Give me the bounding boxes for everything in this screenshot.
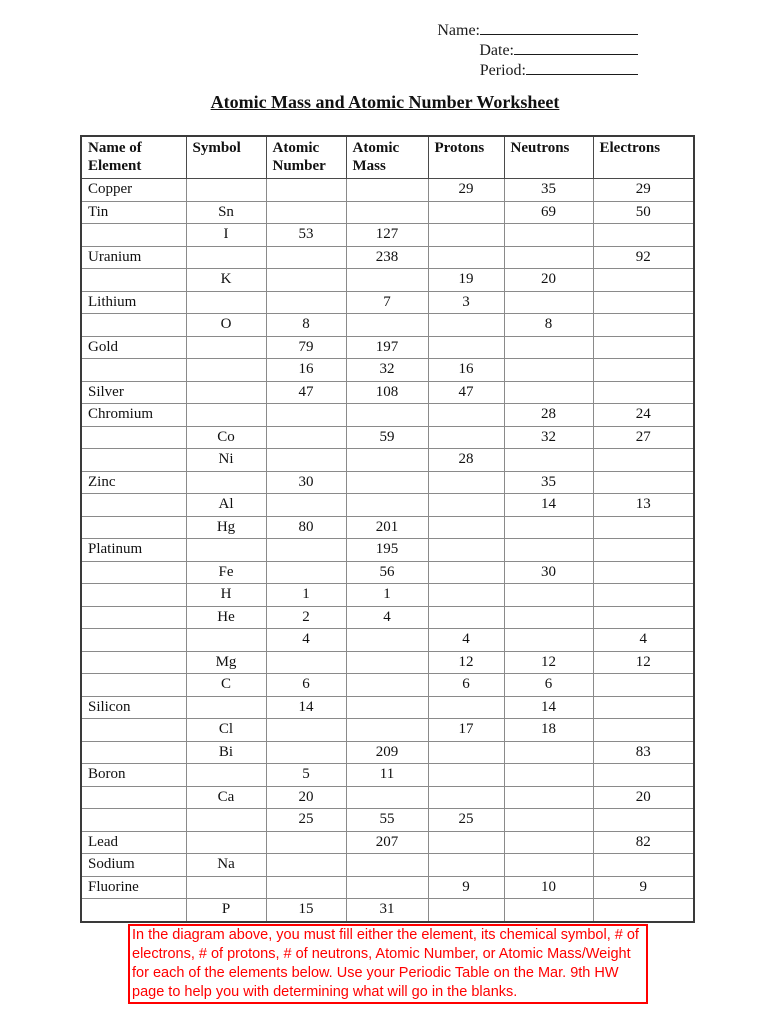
cell-value bbox=[346, 201, 428, 224]
cell-value bbox=[593, 561, 694, 584]
table-row bbox=[81, 629, 694, 652]
cell-value bbox=[186, 336, 266, 359]
table-row bbox=[81, 539, 694, 562]
cell-value bbox=[346, 314, 428, 337]
cell-value bbox=[428, 561, 504, 584]
cell-value bbox=[346, 674, 428, 697]
cell-value: 209 bbox=[346, 741, 428, 764]
period-label: Period: bbox=[479, 62, 526, 79]
cell-value bbox=[266, 741, 346, 764]
cell-value: 80 bbox=[266, 516, 346, 539]
cell-value: 35 bbox=[504, 471, 593, 494]
cell-value: Na bbox=[186, 854, 266, 877]
column-header: Neutrons bbox=[504, 136, 593, 179]
cell-value: K bbox=[186, 269, 266, 292]
cell-value: Al bbox=[186, 494, 266, 517]
table-row bbox=[81, 741, 694, 764]
cell-value bbox=[504, 831, 593, 854]
cell-value bbox=[504, 516, 593, 539]
cell-value bbox=[428, 246, 504, 269]
cell-value bbox=[593, 269, 694, 292]
cell-value bbox=[186, 629, 266, 652]
cell-value bbox=[266, 494, 346, 517]
cell-value bbox=[266, 246, 346, 269]
cell-value: Fe bbox=[186, 561, 266, 584]
cell-value bbox=[346, 651, 428, 674]
cell-value: 195 bbox=[346, 539, 428, 562]
cell-value: 59 bbox=[346, 426, 428, 449]
cell-value bbox=[504, 539, 593, 562]
cell-value: 12 bbox=[428, 651, 504, 674]
cell-element-name: Lithium bbox=[81, 291, 186, 314]
cell-value: 201 bbox=[346, 516, 428, 539]
cell-value: 5 bbox=[266, 764, 346, 787]
cell-element-name bbox=[81, 494, 186, 517]
cell-value bbox=[428, 201, 504, 224]
cell-value bbox=[504, 899, 593, 922]
period-line bbox=[437, 61, 638, 81]
name-label: Name: bbox=[437, 22, 480, 39]
cell-element-name: Lead bbox=[81, 831, 186, 854]
cell-value: 207 bbox=[346, 831, 428, 854]
cell-value: He bbox=[186, 606, 266, 629]
cell-element-name: Platinum bbox=[81, 539, 186, 562]
cell-value: 47 bbox=[428, 381, 504, 404]
cell-value: 32 bbox=[346, 359, 428, 382]
cell-element-name bbox=[81, 741, 186, 764]
cell-element-name bbox=[81, 426, 186, 449]
table-row bbox=[81, 269, 694, 292]
cell-value: 15 bbox=[266, 899, 346, 922]
cell-value: 2 bbox=[266, 606, 346, 629]
cell-value bbox=[504, 224, 593, 247]
cell-value: C bbox=[186, 674, 266, 697]
cell-value bbox=[186, 404, 266, 427]
cell-value bbox=[428, 494, 504, 517]
cell-value bbox=[504, 629, 593, 652]
header-fields bbox=[437, 21, 638, 81]
cell-value: 32 bbox=[504, 426, 593, 449]
cell-value bbox=[346, 494, 428, 517]
cell-value: Ni bbox=[186, 449, 266, 472]
cell-value bbox=[428, 696, 504, 719]
cell-value: 29 bbox=[428, 179, 504, 202]
cell-value: 28 bbox=[428, 449, 504, 472]
cell-value bbox=[593, 764, 694, 787]
cell-value: 25 bbox=[428, 809, 504, 832]
cell-value: 53 bbox=[266, 224, 346, 247]
column-header: Name of Element bbox=[81, 136, 186, 179]
table-row bbox=[81, 561, 694, 584]
cell-value bbox=[186, 696, 266, 719]
cell-value: 13 bbox=[593, 494, 694, 517]
cell-value bbox=[504, 449, 593, 472]
cell-value: 14 bbox=[504, 494, 593, 517]
cell-value bbox=[428, 539, 504, 562]
cell-value: 19 bbox=[428, 269, 504, 292]
table-row bbox=[81, 674, 694, 697]
cell-value bbox=[346, 449, 428, 472]
cell-element-name: Uranium bbox=[81, 246, 186, 269]
cell-value bbox=[186, 179, 266, 202]
table-row bbox=[81, 246, 694, 269]
period-blank bbox=[526, 61, 638, 75]
table-row bbox=[81, 719, 694, 742]
cell-value bbox=[593, 584, 694, 607]
cell-value: 4 bbox=[428, 629, 504, 652]
cell-value bbox=[593, 314, 694, 337]
cell-value: 16 bbox=[428, 359, 504, 382]
table-row bbox=[81, 224, 694, 247]
cell-value: 3 bbox=[428, 291, 504, 314]
date-label: Date: bbox=[479, 42, 514, 59]
cell-value: H bbox=[186, 584, 266, 607]
cell-value bbox=[504, 786, 593, 809]
table-row bbox=[81, 314, 694, 337]
cell-value bbox=[266, 291, 346, 314]
column-header: Symbol bbox=[186, 136, 266, 179]
cell-value bbox=[266, 719, 346, 742]
column-header: Protons bbox=[428, 136, 504, 179]
cell-element-name: Silicon bbox=[81, 696, 186, 719]
cell-value: 25 bbox=[266, 809, 346, 832]
cell-value: 30 bbox=[504, 561, 593, 584]
cell-value bbox=[266, 539, 346, 562]
cell-value bbox=[593, 899, 694, 922]
cell-element-name: Sodium bbox=[81, 854, 186, 877]
cell-value bbox=[593, 539, 694, 562]
cell-value bbox=[428, 741, 504, 764]
cell-value: 6 bbox=[428, 674, 504, 697]
cell-element-name: Chromium bbox=[81, 404, 186, 427]
cell-value bbox=[504, 764, 593, 787]
cell-value bbox=[346, 876, 428, 899]
column-header: Atomic Number bbox=[266, 136, 346, 179]
cell-value bbox=[266, 854, 346, 877]
cell-value: 127 bbox=[346, 224, 428, 247]
cell-value bbox=[593, 674, 694, 697]
cell-element-name bbox=[81, 629, 186, 652]
cell-value bbox=[504, 291, 593, 314]
cell-value bbox=[266, 831, 346, 854]
date-line bbox=[437, 41, 638, 61]
cell-value bbox=[504, 809, 593, 832]
cell-value: 20 bbox=[504, 269, 593, 292]
cell-value: 9 bbox=[428, 876, 504, 899]
cell-value bbox=[428, 854, 504, 877]
cell-value bbox=[266, 426, 346, 449]
cell-value: 8 bbox=[266, 314, 346, 337]
cell-value: 6 bbox=[266, 674, 346, 697]
table-row bbox=[81, 471, 694, 494]
name-blank bbox=[480, 21, 638, 35]
cell-value bbox=[504, 246, 593, 269]
cell-value: 56 bbox=[346, 561, 428, 584]
cell-value bbox=[428, 224, 504, 247]
cell-element-name bbox=[81, 606, 186, 629]
cell-value: 79 bbox=[266, 336, 346, 359]
cell-element-name: Zinc bbox=[81, 471, 186, 494]
cell-value bbox=[593, 719, 694, 742]
cell-value bbox=[266, 269, 346, 292]
table-row bbox=[81, 809, 694, 832]
table-row bbox=[81, 179, 694, 202]
cell-value: 20 bbox=[593, 786, 694, 809]
cell-value: 14 bbox=[504, 696, 593, 719]
cell-value: 18 bbox=[504, 719, 593, 742]
cell-value: 35 bbox=[504, 179, 593, 202]
table-row bbox=[81, 606, 694, 629]
cell-element-name bbox=[81, 269, 186, 292]
cell-value: 7 bbox=[346, 291, 428, 314]
cell-value bbox=[428, 471, 504, 494]
cell-value bbox=[593, 471, 694, 494]
cell-value: O bbox=[186, 314, 266, 337]
cell-value: 1 bbox=[346, 584, 428, 607]
cell-value bbox=[593, 381, 694, 404]
cell-element-name: Fluorine bbox=[81, 876, 186, 899]
cell-value bbox=[593, 606, 694, 629]
cell-element-name bbox=[81, 561, 186, 584]
cell-value bbox=[266, 449, 346, 472]
cell-value: 4 bbox=[266, 629, 346, 652]
cell-value bbox=[504, 741, 593, 764]
cell-value bbox=[346, 786, 428, 809]
cell-value bbox=[504, 854, 593, 877]
cell-value bbox=[428, 404, 504, 427]
table-row bbox=[81, 494, 694, 517]
cell-value: 55 bbox=[346, 809, 428, 832]
cell-value: 92 bbox=[593, 246, 694, 269]
cell-value: 6 bbox=[504, 674, 593, 697]
cell-value: Hg bbox=[186, 516, 266, 539]
cell-value: 4 bbox=[346, 606, 428, 629]
cell-value: Bi bbox=[186, 741, 266, 764]
cell-element-name: Silver bbox=[81, 381, 186, 404]
table-row bbox=[81, 786, 694, 809]
cell-value: 11 bbox=[346, 764, 428, 787]
cell-value: Co bbox=[186, 426, 266, 449]
cell-element-name bbox=[81, 449, 186, 472]
cell-value: 10 bbox=[504, 876, 593, 899]
cell-value bbox=[428, 831, 504, 854]
cell-value bbox=[186, 246, 266, 269]
cell-value bbox=[428, 764, 504, 787]
table-row bbox=[81, 381, 694, 404]
cell-value bbox=[593, 516, 694, 539]
table-row bbox=[81, 764, 694, 787]
cell-value bbox=[266, 876, 346, 899]
table-row bbox=[81, 584, 694, 607]
cell-element-name bbox=[81, 899, 186, 922]
cell-value bbox=[346, 719, 428, 742]
cell-value bbox=[428, 584, 504, 607]
cell-value bbox=[266, 561, 346, 584]
cell-value bbox=[346, 179, 428, 202]
cell-value bbox=[266, 201, 346, 224]
cell-element-name bbox=[81, 651, 186, 674]
cell-value: 17 bbox=[428, 719, 504, 742]
cell-value bbox=[186, 471, 266, 494]
cell-value: 47 bbox=[266, 381, 346, 404]
cell-value: 24 bbox=[593, 404, 694, 427]
cell-value: Mg bbox=[186, 651, 266, 674]
cell-element-name bbox=[81, 314, 186, 337]
elements-table bbox=[80, 135, 695, 923]
cell-value: I bbox=[186, 224, 266, 247]
cell-element-name bbox=[81, 719, 186, 742]
cell-value: 238 bbox=[346, 246, 428, 269]
cell-value: Cl bbox=[186, 719, 266, 742]
cell-value bbox=[186, 831, 266, 854]
table-row bbox=[81, 854, 694, 877]
table-row bbox=[81, 831, 694, 854]
cell-value: Ca bbox=[186, 786, 266, 809]
cell-element-name: Boron bbox=[81, 764, 186, 787]
cell-value bbox=[504, 359, 593, 382]
cell-value bbox=[428, 336, 504, 359]
table-row bbox=[81, 516, 694, 539]
cell-value bbox=[593, 854, 694, 877]
table-row bbox=[81, 876, 694, 899]
table-row bbox=[81, 336, 694, 359]
cell-element-name bbox=[81, 224, 186, 247]
table-header-row bbox=[81, 136, 694, 179]
table-row bbox=[81, 404, 694, 427]
cell-value bbox=[186, 809, 266, 832]
cell-value: 28 bbox=[504, 404, 593, 427]
cell-value: 20 bbox=[266, 786, 346, 809]
cell-value bbox=[186, 764, 266, 787]
cell-value bbox=[593, 224, 694, 247]
cell-value: 8 bbox=[504, 314, 593, 337]
cell-element-name bbox=[81, 516, 186, 539]
cell-value bbox=[593, 696, 694, 719]
cell-value bbox=[346, 269, 428, 292]
cell-value: 83 bbox=[593, 741, 694, 764]
cell-value bbox=[428, 786, 504, 809]
cell-value: 16 bbox=[266, 359, 346, 382]
cell-element-name bbox=[81, 674, 186, 697]
cell-value: 50 bbox=[593, 201, 694, 224]
cell-value bbox=[593, 809, 694, 832]
cell-value bbox=[186, 291, 266, 314]
table-row bbox=[81, 449, 694, 472]
table-row bbox=[81, 291, 694, 314]
cell-value bbox=[593, 336, 694, 359]
cell-value: 82 bbox=[593, 831, 694, 854]
cell-value: 9 bbox=[593, 876, 694, 899]
cell-value bbox=[428, 314, 504, 337]
cell-value: 1 bbox=[266, 584, 346, 607]
cell-value: 27 bbox=[593, 426, 694, 449]
cell-value: 69 bbox=[504, 201, 593, 224]
column-header: Atomic Mass bbox=[346, 136, 428, 179]
cell-value bbox=[186, 876, 266, 899]
cell-value bbox=[593, 449, 694, 472]
name-line bbox=[437, 21, 638, 41]
cell-element-name: Tin bbox=[81, 201, 186, 224]
table-row bbox=[81, 201, 694, 224]
cell-element-name bbox=[81, 584, 186, 607]
cell-value bbox=[266, 404, 346, 427]
cell-value bbox=[266, 179, 346, 202]
cell-value bbox=[346, 471, 428, 494]
cell-value: 197 bbox=[346, 336, 428, 359]
cell-value bbox=[186, 539, 266, 562]
instructions-note: In the diagram above, you must fill either the element, its chemical symbol, # of electrons, # of protons, # of neutrons, Atomic Number, or Atomic Mass/Weight for each of the elements below. Use your Periodic Table on the Mar. 9th HW page to help you with determining what will go in the blanks. bbox=[128, 924, 648, 1004]
cell-element-name bbox=[81, 359, 186, 382]
cell-element-name: Copper bbox=[81, 179, 186, 202]
table-row bbox=[81, 899, 694, 922]
cell-value bbox=[428, 899, 504, 922]
cell-value: 31 bbox=[346, 899, 428, 922]
cell-value: 12 bbox=[504, 651, 593, 674]
cell-value bbox=[186, 359, 266, 382]
table-row bbox=[81, 696, 694, 719]
cell-element-name bbox=[81, 809, 186, 832]
cell-value bbox=[346, 629, 428, 652]
cell-value bbox=[346, 854, 428, 877]
cell-value bbox=[346, 696, 428, 719]
cell-value bbox=[346, 404, 428, 427]
column-header: Electrons bbox=[593, 136, 694, 179]
cell-value bbox=[266, 651, 346, 674]
cell-value bbox=[428, 426, 504, 449]
cell-value: 14 bbox=[266, 696, 346, 719]
cell-value bbox=[428, 606, 504, 629]
cell-value bbox=[593, 359, 694, 382]
cell-value bbox=[504, 584, 593, 607]
cell-value bbox=[504, 336, 593, 359]
cell-value bbox=[593, 291, 694, 314]
cell-value bbox=[504, 381, 593, 404]
cell-value bbox=[504, 606, 593, 629]
cell-element-name bbox=[81, 786, 186, 809]
cell-value: 108 bbox=[346, 381, 428, 404]
cell-value: Sn bbox=[186, 201, 266, 224]
cell-value: 29 bbox=[593, 179, 694, 202]
table-row bbox=[81, 359, 694, 382]
cell-value: P bbox=[186, 899, 266, 922]
cell-element-name: Gold bbox=[81, 336, 186, 359]
table-row bbox=[81, 651, 694, 674]
cell-value: 4 bbox=[593, 629, 694, 652]
cell-value bbox=[428, 516, 504, 539]
page-title: Atomic Mass and Atomic Number Worksheet bbox=[210, 92, 560, 112]
cell-value: 30 bbox=[266, 471, 346, 494]
cell-value bbox=[186, 381, 266, 404]
table-row bbox=[81, 426, 694, 449]
cell-value: 12 bbox=[593, 651, 694, 674]
date-blank bbox=[514, 41, 638, 55]
